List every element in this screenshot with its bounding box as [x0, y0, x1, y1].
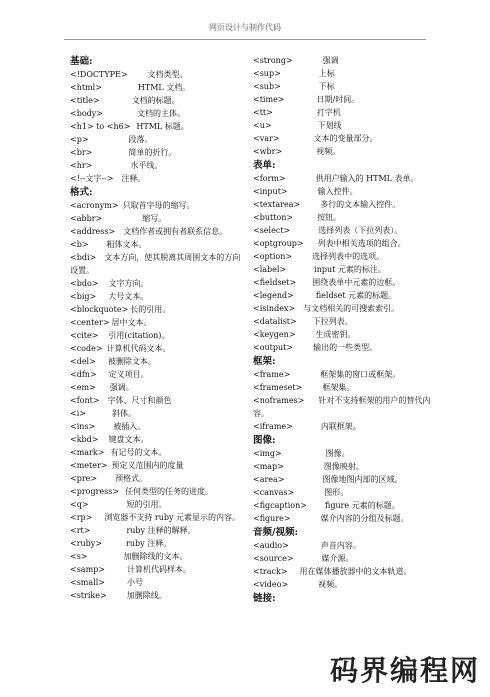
right-column	[253, 54, 431, 605]
tag-description: 视频。	[316, 147, 341, 156]
tag-name: <meter>	[70, 461, 108, 470]
tag-entry	[70, 511, 242, 524]
tag-entry	[253, 80, 431, 93]
tag-entry	[70, 238, 242, 251]
tag-description: HTML 文档。	[137, 83, 191, 92]
tag-entry	[70, 120, 242, 133]
tag-name: <option>	[253, 252, 293, 261]
tag-name: <button>	[253, 213, 294, 222]
tag-entry	[253, 486, 431, 499]
section-heading: 基础:	[70, 56, 93, 67]
tag-entry	[253, 368, 431, 381]
tag-description: 粗体文本。	[106, 240, 147, 249]
tag-entry	[253, 381, 431, 394]
tag-entry	[253, 420, 431, 433]
tag-description: 生成密钥。	[315, 330, 356, 339]
tag-description: 用在媒体播放器中的文本轨道。	[299, 567, 412, 576]
tag-name: <fieldset>	[253, 278, 297, 287]
tag-name: <label>	[253, 265, 287, 274]
tag-description: 加删除线。	[126, 591, 167, 600]
tag-description: 小号	[126, 578, 143, 587]
tag-name: <isindex>	[253, 304, 296, 313]
tag-description: 预格式。	[115, 474, 148, 483]
tag-name: <hr>	[70, 161, 93, 170]
tag-entry	[70, 342, 242, 355]
tag-name: <progress>	[70, 487, 120, 496]
tag-entry	[253, 328, 431, 341]
tag-entry	[253, 67, 431, 80]
tag-description: 段落。	[128, 135, 153, 144]
tag-entry	[70, 394, 242, 407]
section-heading: 框架:	[253, 356, 276, 367]
tag-entry	[70, 68, 242, 81]
tag-name: <textarea>	[253, 200, 301, 209]
tag-entry	[253, 394, 431, 420]
tag-entry	[253, 539, 431, 552]
tag-name: <!DOCTYPE>	[70, 70, 128, 79]
tag-description: 任何类型的任务的进度。	[125, 487, 214, 496]
tag-entry	[253, 145, 431, 158]
tag-name: <address>	[70, 227, 116, 236]
tag-name: <rt>	[70, 526, 91, 535]
tag-description: 居中文本。	[111, 318, 152, 327]
tag-name: <iframe>	[253, 422, 293, 431]
tag-description: 选择列表（下拉列表）。	[318, 226, 403, 235]
tag-name: <datalist>	[253, 317, 297, 326]
tag-description: 大号文本。	[108, 292, 149, 301]
tag-description: 浏览器不支持 ruby 元素显示的内容。	[104, 513, 241, 522]
tag-name: <select>	[253, 226, 291, 235]
tag-name: <keygen>	[253, 330, 296, 339]
tag-entry	[70, 133, 242, 146]
tag-entry	[253, 132, 431, 145]
tag-description: 供用户输入的 HTML 表单。	[315, 174, 419, 183]
tag-entry	[70, 81, 242, 94]
tag-entry	[70, 355, 242, 368]
tag-entry	[253, 263, 431, 276]
tag-entry	[253, 512, 431, 525]
tag-description: 声音内容。	[320, 541, 361, 550]
section-heading: 表单:	[253, 160, 276, 171]
tag-entry	[70, 524, 242, 537]
tag-entry	[253, 289, 431, 302]
tag-name: <var>	[253, 134, 280, 143]
tag-description: 短的引用。	[126, 500, 167, 509]
tag-description: 下划线	[317, 121, 342, 130]
tag-description: 下拉列表。	[312, 317, 353, 326]
tag-name: <mark>	[70, 448, 105, 457]
tag-description: 选择列表中的选项。	[312, 252, 385, 261]
tag-name: <q>	[70, 500, 89, 509]
tag-entry	[253, 499, 431, 512]
tag-description: fieldset 元素的标题。	[315, 291, 397, 300]
tag-entry	[70, 446, 242, 459]
tag-name: <bdo>	[70, 279, 99, 288]
tag-name: <rp>	[70, 513, 93, 522]
tag-entry	[253, 172, 431, 185]
tag-description: 文档的标题。	[131, 96, 180, 105]
tag-entry	[70, 433, 242, 446]
tag-name: <sup>	[253, 69, 281, 78]
tag-name: <figure>	[253, 514, 291, 523]
tag-description: 计算机代码样本。	[127, 565, 191, 574]
tag-name: <big>	[70, 292, 97, 301]
tag-description: 输出的一些类型。	[313, 343, 378, 352]
tag-name: <video>	[253, 580, 289, 589]
tag-description: 框架集的窗口或框架。	[320, 370, 401, 379]
left-column	[70, 54, 242, 602]
tag-entry	[70, 537, 242, 550]
tag-entry	[253, 93, 431, 106]
tag-description: 针对不支持框架的用户的替代内容。	[253, 396, 431, 418]
tag-entry	[70, 94, 242, 107]
section-heading: 链接:	[253, 593, 276, 604]
tag-description: 内联框架。	[320, 422, 361, 431]
tag-name: <b>	[70, 240, 89, 249]
tag-entry	[253, 447, 431, 460]
tag-name: <center>	[70, 318, 110, 327]
tag-name: <input>	[253, 187, 288, 196]
tag-entry	[70, 329, 242, 342]
tag-description: 输入控件。	[317, 187, 358, 196]
tag-description: 文档作者或拥有者联系信息。	[123, 227, 228, 236]
tag-name: <source>	[253, 554, 294, 563]
tag-description: 斜体。	[111, 409, 136, 418]
tag-description: 围绕表单中元素的边框。	[312, 278, 401, 287]
tag-description: 只取首字母的缩写。	[122, 201, 195, 210]
tag-description: 按钮。	[317, 213, 342, 222]
tag-entry	[253, 250, 431, 263]
tag-entry	[253, 106, 431, 119]
tag-name: <blockquote>	[70, 305, 129, 314]
tag-name: <strike>	[70, 591, 107, 600]
tag-description: 长的引用。	[130, 305, 171, 314]
tag-entry	[70, 251, 242, 277]
tag-entry	[70, 146, 242, 159]
tag-entry	[70, 172, 242, 185]
tag-name: <kbd>	[70, 435, 99, 444]
tag-entry	[253, 119, 431, 132]
tag-entry	[70, 472, 242, 485]
tag-name: <ruby>	[70, 539, 103, 548]
tag-name: <del>	[70, 357, 96, 366]
tag-description: 缩写。	[142, 214, 167, 223]
tag-name: <samp>	[70, 565, 105, 574]
tag-entry	[253, 237, 431, 250]
tag-name: <figcaption>	[253, 501, 307, 510]
tag-description: 多行的文本输入控件。	[320, 200, 401, 209]
tag-description: 预定义范围内的度量	[111, 461, 184, 470]
tag-description: 文本方向，使其脱离其周围文本的方向设置。	[70, 253, 241, 275]
section-heading: 格式:	[70, 187, 93, 198]
tag-entry	[70, 159, 242, 172]
tag-entry	[70, 381, 242, 394]
tag-description: 强调	[322, 56, 339, 65]
tag-description: 框架集。	[322, 383, 355, 392]
tag-name: <font>	[70, 396, 100, 405]
tag-name: <acronym>	[70, 201, 119, 210]
tag-entry	[70, 407, 242, 420]
tag-name: <em>	[70, 383, 96, 392]
tag-name: <img>	[253, 449, 282, 458]
tag-name: <output>	[253, 343, 294, 352]
tag-entry	[70, 277, 242, 290]
tag-description: 上标	[318, 69, 335, 78]
tag-description: 键盘文本。	[108, 435, 149, 444]
header-divider	[64, 39, 426, 40]
tag-name: <sub>	[253, 82, 281, 91]
tag-entry	[70, 459, 242, 472]
tag-entry	[253, 460, 431, 473]
tag-name: <p>	[70, 135, 89, 144]
tag-entry	[253, 315, 431, 328]
tag-name: <h1> to <h6>	[70, 122, 131, 131]
tag-entry	[70, 303, 242, 316]
tag-description: 文字方向。	[108, 279, 149, 288]
tag-name: <s>	[70, 552, 88, 561]
tag-description: 定义项目。	[108, 370, 149, 379]
tag-name: <audio>	[253, 541, 289, 550]
tag-entry	[253, 578, 431, 591]
tag-name: <ins>	[70, 422, 96, 431]
tag-description: 文档的主体。	[136, 109, 185, 118]
tag-name: <area>	[253, 475, 285, 484]
tag-entry	[253, 473, 431, 486]
tag-description: 引用(citation)。	[108, 331, 170, 340]
tag-entry	[70, 368, 242, 381]
tag-description: 图形。	[324, 488, 349, 497]
tag-entry	[70, 420, 242, 433]
tag-name: <br>	[70, 148, 93, 157]
tag-description: 视频。	[318, 580, 343, 589]
tag-entry	[70, 199, 242, 212]
tag-name: <frame>	[253, 370, 291, 379]
tag-entry	[253, 276, 431, 289]
section-heading: 音频/视频:	[253, 527, 298, 538]
tag-name: <abbr>	[70, 214, 103, 223]
tag-description: 文本的变量部分。	[313, 134, 378, 143]
tag-name: <form>	[253, 174, 286, 183]
tag-description: 被删除文本。	[107, 357, 156, 366]
tag-name: <track>	[253, 567, 288, 576]
tag-description: 简单的折行。	[128, 148, 177, 157]
tag-entry	[70, 107, 242, 120]
tag-description: input 元素的标注。	[314, 265, 386, 274]
tag-name: <u>	[253, 121, 272, 130]
tag-description: 图像地图内部的区域。	[322, 475, 403, 484]
tag-description: 注释。	[121, 174, 146, 183]
tag-name: <cite>	[70, 331, 99, 340]
tag-name: <wbr>	[253, 147, 283, 156]
tag-entry	[70, 498, 242, 511]
tag-name: <html>	[70, 83, 102, 92]
tag-description: 下标	[318, 82, 335, 91]
tag-description: 计算机代码文本。	[106, 344, 171, 353]
tag-entry	[253, 552, 431, 565]
tag-entry	[70, 576, 242, 589]
tag-name: <small>	[70, 578, 105, 587]
tag-entry	[253, 185, 431, 198]
tag-description: 加删除线的文本。	[123, 552, 188, 561]
tag-entry	[253, 341, 431, 354]
tag-description: 与文档相关的可搜索索引。	[303, 304, 400, 313]
tag-entry	[70, 485, 242, 498]
tag-name: <bdi>	[70, 253, 97, 262]
tag-name: <strong>	[253, 56, 293, 65]
tag-description: figure 元素的标题。	[324, 501, 400, 510]
section-heading: 图像:	[253, 435, 276, 446]
tag-description: 图像。	[325, 449, 350, 458]
tag-entry	[253, 54, 431, 67]
tag-name: <noframes>	[253, 396, 305, 405]
tag-name: <body>	[70, 109, 103, 118]
watermark-logo: 码界编程网	[329, 654, 480, 687]
tag-entry	[253, 565, 431, 578]
tag-description: ruby 注释。	[126, 539, 172, 548]
tag-name: <i>	[70, 409, 86, 418]
tag-description: 被插入。	[113, 422, 146, 431]
tag-entry	[70, 225, 242, 238]
tag-name: <pre>	[70, 474, 98, 483]
tag-description: 强调。	[109, 383, 134, 392]
tag-name: <tt>	[253, 108, 273, 117]
tag-entry	[70, 563, 242, 576]
tag-description: 文档类型。	[147, 70, 188, 79]
tag-description: 打字机	[316, 108, 341, 117]
tag-entry	[253, 302, 431, 315]
tag-entry	[70, 212, 242, 225]
tag-description: 媒介源。	[321, 554, 354, 563]
tag-description: 字体、尺寸和颜色	[107, 396, 172, 405]
tag-description: ruby 注释的解释。	[126, 526, 196, 535]
tag-name: <time>	[253, 95, 285, 104]
tag-entry	[253, 224, 431, 237]
tag-name: <legend>	[253, 291, 294, 300]
page-header: 网页设计与制作代码	[209, 23, 281, 32]
tag-description: 图像映射。	[323, 462, 364, 471]
tag-entry	[70, 589, 242, 602]
tag-description: 列表中相关选项的组合。	[317, 239, 406, 248]
tag-entry	[70, 550, 242, 563]
tag-entry	[70, 316, 242, 329]
tag-name: <frameset>	[253, 383, 303, 392]
tag-description: HTML 标题。	[136, 122, 189, 131]
tag-description: 有记号的文本。	[110, 448, 167, 457]
tag-entry	[253, 211, 431, 224]
tag-name: <!--文字-->	[70, 174, 114, 183]
tag-name: <dfn>	[70, 370, 97, 379]
tag-name: <map>	[253, 462, 284, 471]
tag-entry	[253, 198, 431, 211]
tag-name: <optgroup>	[253, 239, 304, 248]
tag-description: 日期/时间。	[316, 95, 360, 104]
tag-description: 媒介内容的分组及标题。	[320, 514, 409, 523]
tag-name: <title>	[70, 96, 100, 105]
tag-description: 水平线。	[130, 161, 163, 170]
tag-name: <canvas>	[253, 488, 295, 497]
tag-entry	[70, 290, 242, 303]
tag-name: <code>	[70, 344, 103, 353]
